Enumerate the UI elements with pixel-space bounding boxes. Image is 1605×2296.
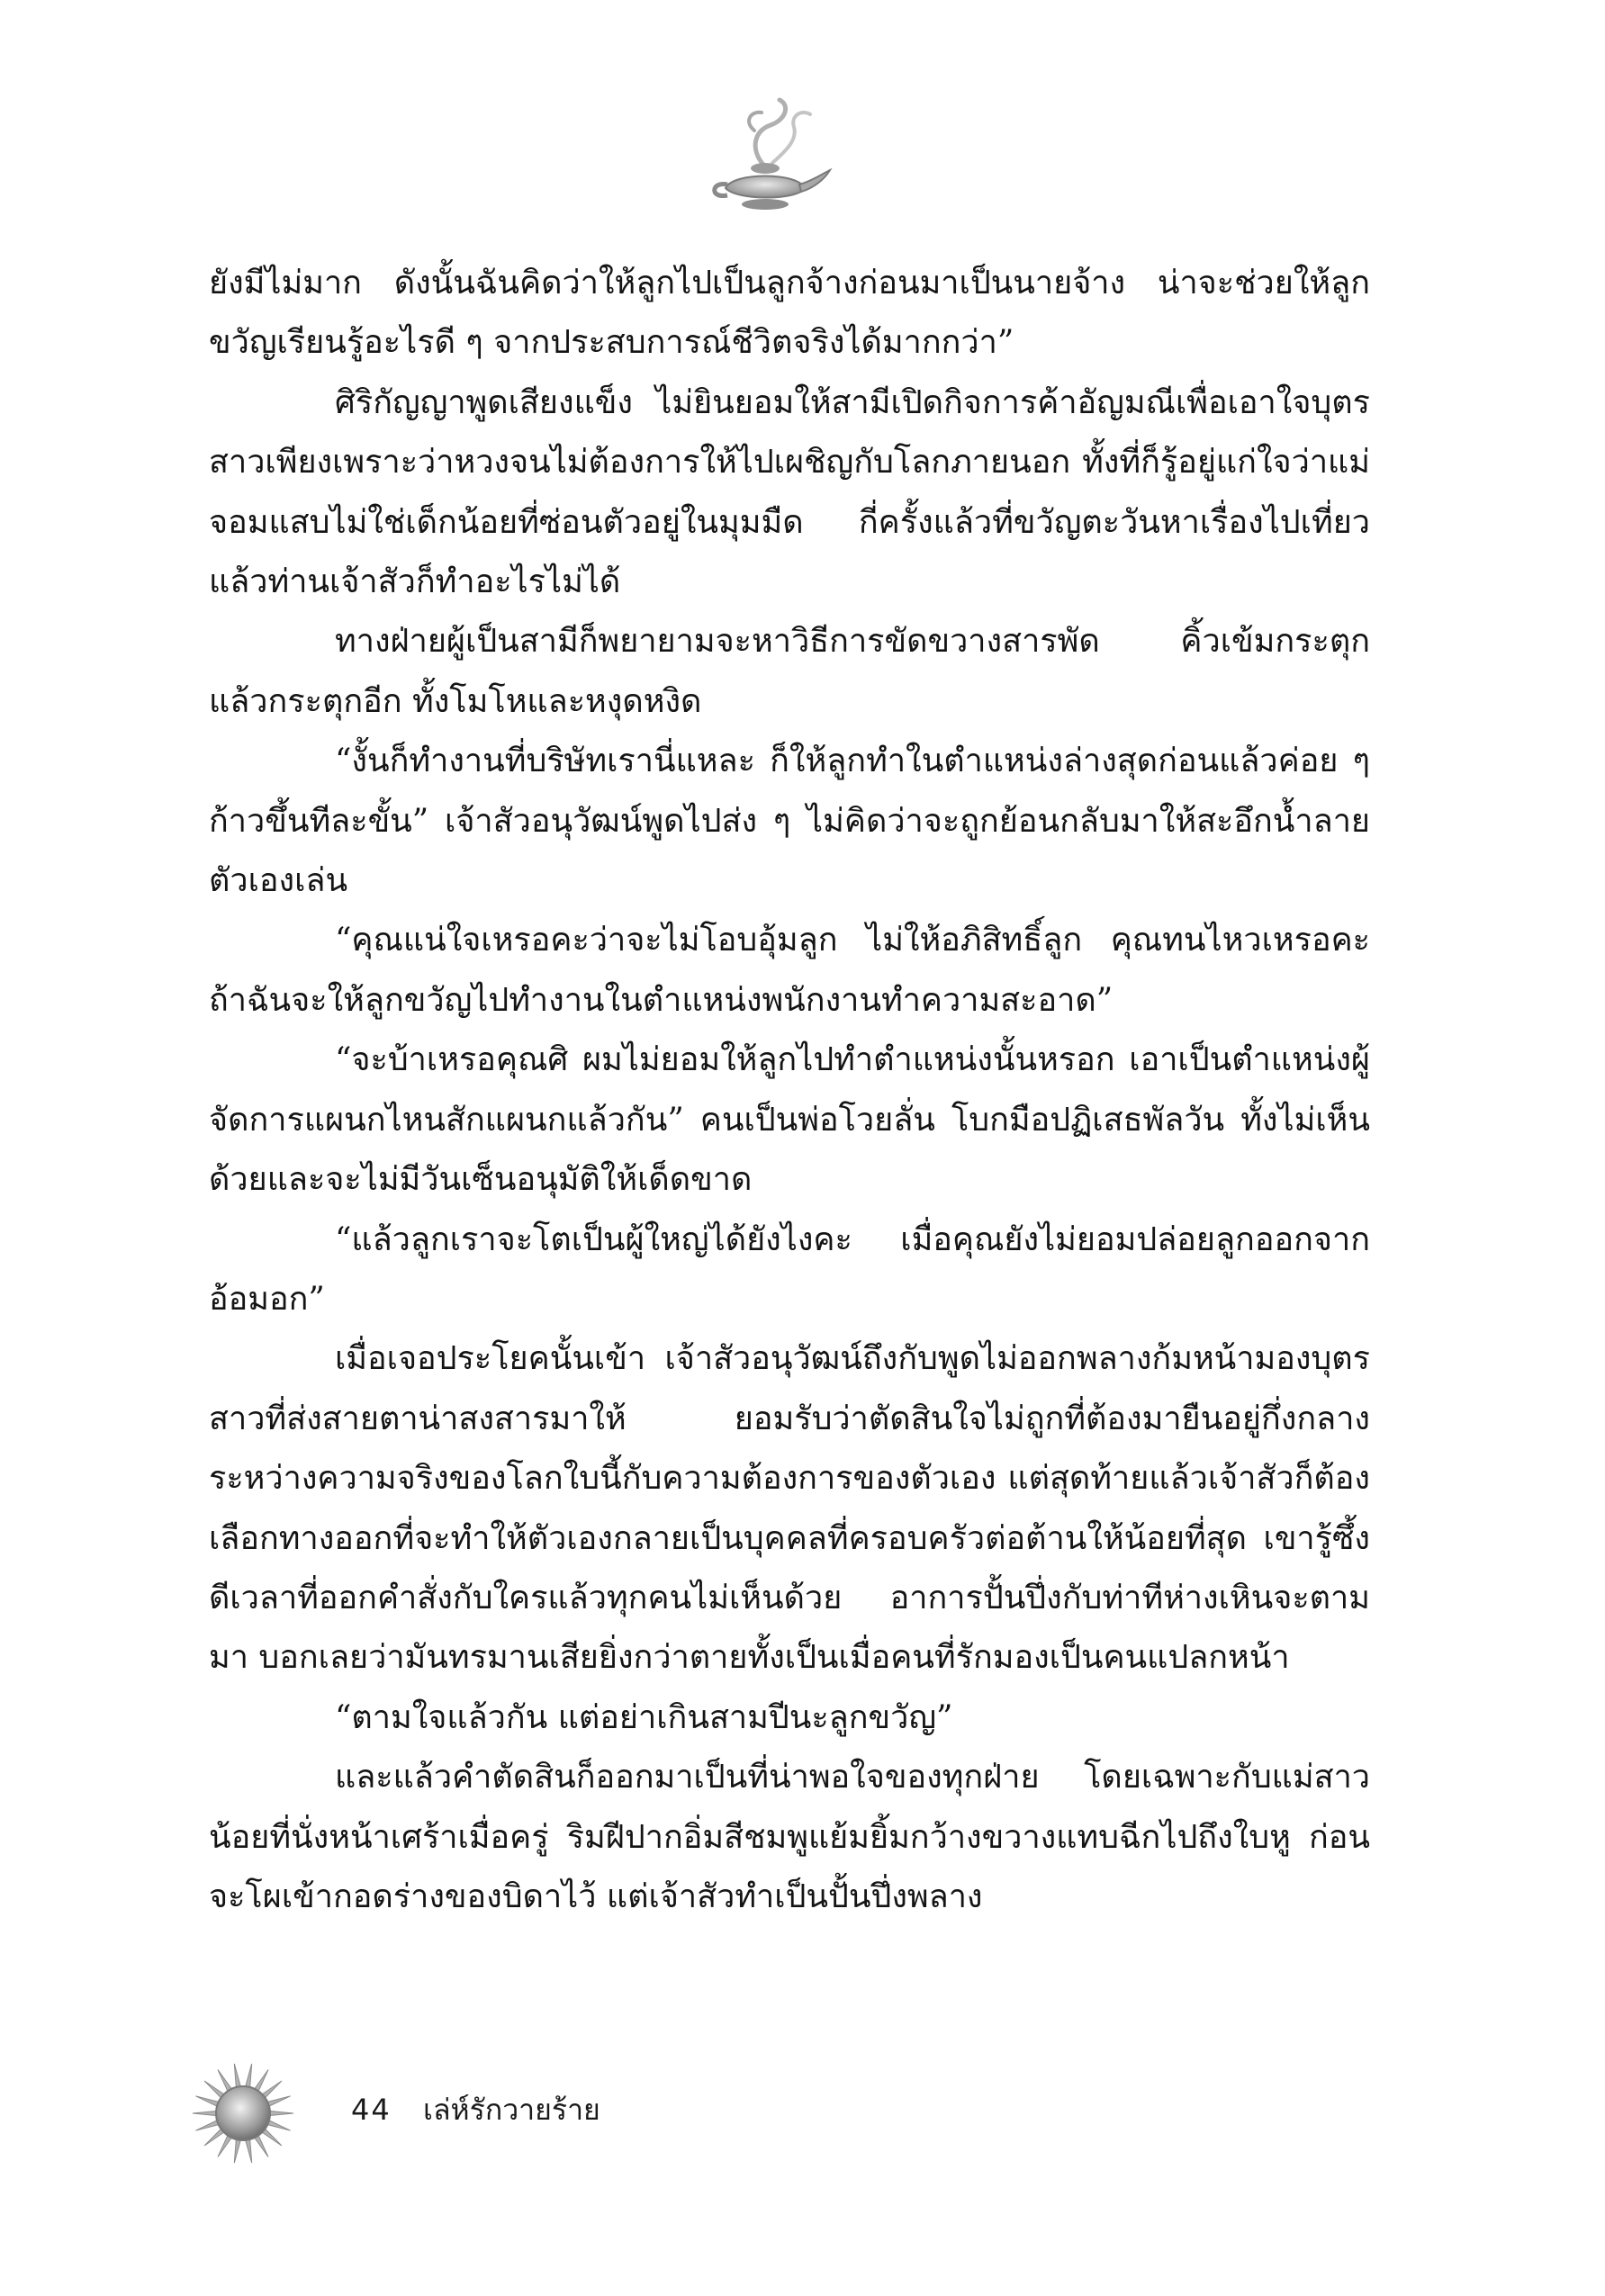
paragraph: ศิริกัญญาพูดเสียงแข็ง ไม่ยินยอมให้สามีเปิดกิจการค้าอัญมณีเพื่อเอาใจบุตรสาวเพียงเพราะว่าหวงจนไม่ต้องการให้ไปเผชิญกับโลกภายนอก ทั้งที่ก็รู้อยู่แก่ใจว่าแม่จอมแสบไม่ใช่เด็กน้อยที่ซ่อนตัวอยู่ในมุมมืด กี่ครั้งแล้วที่ขวัญตะวันหาเรื่องไปเที่ยวแล้วท่านเจ้าสัวก็ทำอะไรไม่ได้	[209, 383, 1370, 601]
body-text	[209, 254, 1370, 1927]
sun-icon	[189, 2059, 297, 2167]
sun-ray	[234, 2138, 241, 2163]
paragraph: ทางฝ่ายผู้เป็นสามีก็พยายามจะหาวิธีการขัดขวางสารพัด คิ้วเข้มกระตุกแล้วกระตุกอีก ทั้งโมโหและหงุดหงิด	[209, 623, 1370, 720]
book-title: เล่ห์รักวายร้าย	[423, 2093, 600, 2127]
sun-ray	[234, 2064, 241, 2089]
paragraph: “งั้นก็ทำงานที่บริษัทเรานี่แหละ ก็ให้ลูกทำในตำแหน่งล่างสุดก่อนแล้วค่อย ๆ ก้าวขึ้นทีละขั้น” เจ้าสัวอนุวัฒน์พูดไปส่ง ๆ ไม่คิดว่าจะถูกย้อนกลับมาให้สะอึกน้ำลายตัวเองเล่น	[209, 743, 1370, 900]
sun-ray	[245, 2064, 252, 2089]
paragraph: “จะบ้าเหรอคุณศิ ผมไม่ยอมให้ลูกไปทำตำแหน่งนั้นหรอก เอาเป็นตำแหน่งผู้จัดการแผนกไหนสักแผนกแล้วกัน” คนเป็นพ่อโวยลั่น โบกมือปฏิเสธพัลวัน ทั้งไม่เห็นด้วยและจะไม่มีวันเซ็นอนุมัติให้เด็ดขาด	[209, 1041, 1370, 1199]
paragraph: และแล้วคำตัดสินก็ออกมาเป็นที่น่าพอใจของทุกฝ่าย โดยเฉพาะกับแม่สาวน้อยที่นั่งหน้าเศร้าเมื่อครู่ ริมฝีปากอิ่มสีชมพูแย้มยิ้มกว้างขวางแทบฉีกไปถึงใบหู ก่อนจะโผเข้ากอดร่างของบิดาไว้ แต่เจ้าสัวทำเป็นปั้นปึ่งพลาง	[209, 1759, 1370, 1915]
paragraph: เมื่อเจอประโยคนั้นเข้า เจ้าสัวอนุวัฒน์ถึงกับพูดไม่ออกพลางก้มหน้ามองบุตรสาวที่ส่งสายตาน่าสงสารมาให้ ยอมรับว่าตัดสินใจไม่ถูกที่ต้องมายืนอยู่กึ่งกลางระหว่างความจริงของโลกใบนี้กับความต้องการของตัวเอง แต่สุดท้ายแล้วเจ้าสัวก็ต้องเลือกทางออกที่จะทำให้ตัวเองกลายเป็นบุคคลที่ครอบครัวต่อต้านให้น้อยที่สุด เขารู้ซึ้งดีเวลาที่ออกคำสั่งกับใครแล้วทุกคนไม่เห็นด้วย อาการปั้นปึ่งกับท่าทีห่างเหินจะตามมา บอกเลยว่ามันทรมานเสียยิ่งกว่าตายทั้งเป็นเมื่อคนที่รักมองเป็นคนแปลกหน้า	[209, 1340, 1370, 1677]
paragraph: “แล้วลูกเราจะโตเป็นผู้ใหญ่ได้ยังไงคะ เมื่อคุณยังไม่ยอมปล่อยลูกออกจากอ้อมอก”	[209, 1220, 1370, 1318]
paragraph: ยังมีไม่มาก ดังนั้นฉันคิดว่าให้ลูกไปเป็นลูกจ้างก่อนมาเป็นนายจ้าง น่าจะช่วยให้ลูกขวัญเรียนรู้อะไรดี ๆ จากประสบการณ์ชีวิตจริงได้มากกว่า”	[209, 265, 1370, 362]
paragraph: “ตามใจแล้วกัน แต่อย่าเกินสามปีนะลูกขวัญ”	[335, 1698, 953, 1736]
sun-ray	[268, 2111, 293, 2115]
paragraph: “คุณแน่ใจเหรอคะว่าจะไม่โอบอุ้มลูก ไม่ให้อภิสิทธิ์ลูก คุณทนไหวเหรอคะถ้าฉันจะให้ลูกขวัญไปทำงานในตำแหน่งพนักงานทำความสะอาด”	[209, 922, 1370, 1019]
sun-ray	[193, 2111, 218, 2115]
sun-ray	[245, 2138, 252, 2163]
genie-lamp-icon	[700, 95, 835, 230]
page-footer	[189, 2059, 909, 2176]
page-number: 44	[351, 2093, 392, 2127]
